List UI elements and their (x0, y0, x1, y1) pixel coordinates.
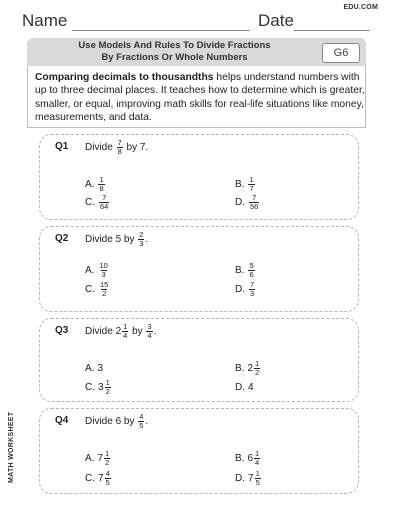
question-prompt: Divide 6 by $\frac{4}{5}$ . (85, 411, 149, 430)
option-b[interactable]: B. $\frac{5}{6}$ (235, 260, 254, 279)
question-number: Q2 (55, 233, 69, 244)
edu-logo: EDU.COM (343, 4, 378, 11)
intro-text (35, 71, 365, 124)
intro-rest: helps understand numbers with up to three decimal places. It teaches how to determine which is greater, smaller, or equal, improving math skills for real-life situations like money, measurements, and data. (35, 72, 365, 123)
option-b[interactable]: B. 2 $\frac{1}{2}$ (235, 358, 260, 377)
option-c[interactable]: C. 3 $\frac{1}{2}$ (85, 377, 110, 396)
question-number: Q4 (55, 415, 69, 426)
question-card-2 (39, 226, 359, 312)
option-c[interactable]: C. $\frac{15}{2}$ (85, 279, 109, 298)
date-label: Date (258, 11, 294, 30)
question-number: Q3 (55, 325, 69, 336)
option-d[interactable]: D. 4 (235, 381, 254, 393)
name-line (72, 30, 250, 31)
option-d[interactable]: D. $\frac{7}{56}$ (235, 192, 259, 211)
prompt-fraction: $\frac{4}{5}$ (139, 411, 144, 430)
grade-badge: G6 (322, 43, 360, 63)
option-a[interactable]: A. $\frac{1}{8}$ (85, 174, 104, 193)
option-a[interactable]: A. 7 $\frac{1}{2}$ (85, 448, 110, 467)
date-line (294, 30, 370, 31)
title-line-2: By Fractions Or Whole Numbers (101, 52, 248, 63)
worksheet-title (27, 40, 322, 64)
intro-box (27, 66, 366, 128)
question-number: Q1 (55, 141, 69, 152)
prompt-fraction: $\frac{7}{8}$ (117, 137, 122, 156)
title-line-1: Use Models And Rules To Divide Fractions (78, 40, 271, 51)
option-b[interactable]: B. $\frac{1}{7}$ (235, 174, 254, 193)
option-d[interactable]: D. $\frac{7}{3}$ (235, 279, 255, 298)
option-c[interactable]: C. 7 $\frac{4}{5}$ (85, 468, 110, 487)
prompt-mixed-number: 2 $\frac{1}{4}$ (115, 321, 128, 340)
question-card-1 (39, 134, 359, 220)
prompt-fraction: $\frac{2}{3}$ (139, 229, 144, 248)
question-card-4 (39, 408, 359, 494)
option-d[interactable]: D. 7 $\frac{1}{5}$ (235, 468, 260, 487)
intro-bold: Comparing decimals to thousandths (35, 72, 214, 83)
prompt-fraction: $\frac{3}{4}$ (147, 321, 152, 340)
side-label: MATH WORKSHEET (8, 411, 15, 483)
question-card-3 (39, 318, 359, 402)
option-a[interactable]: A. $\frac{10}{3}$ (85, 260, 108, 279)
name-label: Name (22, 11, 68, 30)
question-prompt: Divide 2 $\frac{1}{4}$ by $\frac{3}{4}$ . (85, 321, 157, 340)
option-b[interactable]: B. 6 $\frac{1}{4}$ (235, 448, 260, 467)
question-prompt: Divide 5 by $\frac{2}{3}$ . (85, 229, 149, 248)
option-a[interactable]: A. 3 (85, 362, 104, 374)
question-prompt: Divide $\frac{7}{8}$ by 7. (85, 137, 149, 156)
title-box (27, 38, 366, 66)
option-c[interactable]: C. $\frac{7}{64}$ (85, 192, 109, 211)
